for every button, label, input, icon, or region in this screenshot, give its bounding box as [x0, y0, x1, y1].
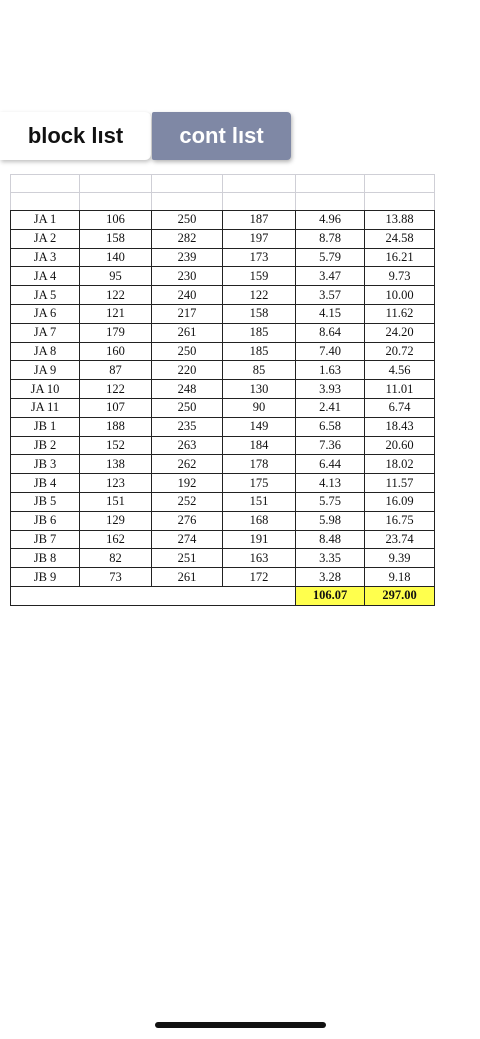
- table-cell[interactable]: 16.75: [365, 511, 435, 530]
- table-cell[interactable]: JA 11: [11, 398, 80, 417]
- table-cell[interactable]: 240: [152, 286, 223, 305]
- table-cell[interactable]: 7.40: [296, 342, 365, 361]
- table-cell[interactable]: JB 2: [11, 436, 80, 455]
- table-cell[interactable]: JA 8: [11, 342, 80, 361]
- table-cell[interactable]: 162: [80, 530, 152, 549]
- table-row: [11, 398, 435, 417]
- table-cell[interactable]: 172: [223, 568, 296, 587]
- table-row: [11, 361, 435, 380]
- table-cell[interactable]: 3.28: [296, 568, 365, 587]
- table-cell[interactable]: 122: [80, 286, 152, 305]
- header-row-blank: [11, 193, 435, 211]
- table-cell[interactable]: 159: [223, 267, 296, 286]
- table-cell[interactable]: 9.73: [365, 267, 435, 286]
- table-cell[interactable]: JA 10: [11, 380, 80, 399]
- tab-bar: [0, 112, 480, 162]
- table-row: [11, 492, 435, 511]
- table-cell[interactable]: 24.58: [365, 229, 435, 248]
- tab-cont-list[interactable]: cont lıst: [152, 112, 291, 160]
- table-cell[interactable]: 122: [223, 286, 296, 305]
- table-cell[interactable]: JB 6: [11, 511, 80, 530]
- table-cell[interactable]: 7.36: [296, 436, 365, 455]
- table-cell[interactable]: 4.13: [296, 474, 365, 493]
- table-cell[interactable]: 11.57: [365, 474, 435, 493]
- table-cell[interactable]: 192: [152, 474, 223, 493]
- table-cell[interactable]: 152: [80, 436, 152, 455]
- table-cell[interactable]: 11.62: [365, 304, 435, 323]
- table-cell: [223, 175, 296, 193]
- table-cell[interactable]: 16.21: [365, 248, 435, 267]
- table-row: [11, 267, 435, 286]
- table-cell[interactable]: 87: [80, 361, 152, 380]
- table-cell[interactable]: 3.57: [296, 286, 365, 305]
- table-cell[interactable]: 6.58: [296, 417, 365, 436]
- table-cell[interactable]: JB 8: [11, 549, 80, 568]
- table-cell[interactable]: 149: [223, 417, 296, 436]
- table-cell[interactable]: 3.47: [296, 267, 365, 286]
- table-cell: [80, 193, 152, 211]
- table-cell[interactable]: 10.00: [365, 286, 435, 305]
- table-cell[interactable]: 11.01: [365, 380, 435, 399]
- table-row: [11, 511, 435, 530]
- table-row: [11, 211, 435, 230]
- table-row: [11, 455, 435, 474]
- table-cell[interactable]: 163: [223, 549, 296, 568]
- home-indicator[interactable]: [155, 1022, 326, 1028]
- table-cell[interactable]: 106: [80, 211, 152, 230]
- table-cell[interactable]: 274: [152, 530, 223, 549]
- table-cell[interactable]: 262: [152, 455, 223, 474]
- table-cell[interactable]: 20.72: [365, 342, 435, 361]
- table-cell[interactable]: 158: [223, 304, 296, 323]
- table-cell[interactable]: 9.18: [365, 568, 435, 587]
- table-cell[interactable]: 187: [223, 211, 296, 230]
- totals-row: [11, 586, 435, 605]
- table-cell[interactable]: 158: [80, 229, 152, 248]
- table-cell[interactable]: JB 7: [11, 530, 80, 549]
- table-cell[interactable]: JB 3: [11, 455, 80, 474]
- table-cell[interactable]: 173: [223, 248, 296, 267]
- table-cell[interactable]: 151: [223, 492, 296, 511]
- table-cell[interactable]: 191: [223, 530, 296, 549]
- table-cell[interactable]: 251: [152, 549, 223, 568]
- table-row: [11, 342, 435, 361]
- table-cell[interactable]: 20.60: [365, 436, 435, 455]
- table-cell: [296, 193, 365, 211]
- table-row: [11, 304, 435, 323]
- table-row: [11, 229, 435, 248]
- table-cell[interactable]: 185: [223, 323, 296, 342]
- table-cell[interactable]: 4.15: [296, 304, 365, 323]
- table-cell[interactable]: JA 9: [11, 361, 80, 380]
- table-cell[interactable]: 197: [223, 229, 296, 248]
- table-cell[interactable]: 24.20: [365, 323, 435, 342]
- table-cell[interactable]: 5.75: [296, 492, 365, 511]
- table-cell: [365, 175, 435, 193]
- table-cell[interactable]: 138: [80, 455, 152, 474]
- table-row: [11, 286, 435, 305]
- table-cell[interactable]: 178: [223, 455, 296, 474]
- table-cell[interactable]: JA 4: [11, 267, 80, 286]
- table-cell[interactable]: 18.02: [365, 455, 435, 474]
- table-cell[interactable]: 217: [152, 304, 223, 323]
- table-cell[interactable]: 9.39: [365, 549, 435, 568]
- table-cell[interactable]: 276: [152, 511, 223, 530]
- table-cell[interactable]: 5.79: [296, 248, 365, 267]
- table-cell[interactable]: 3.93: [296, 380, 365, 399]
- table-cell[interactable]: JA 3: [11, 248, 80, 267]
- table-cell[interactable]: 235: [152, 417, 223, 436]
- table-cell: [80, 175, 152, 193]
- table-cell[interactable]: 1.63: [296, 361, 365, 380]
- table-cell[interactable]: 82: [80, 549, 152, 568]
- table-cell[interactable]: JA 6: [11, 304, 80, 323]
- table-cell[interactable]: JA 1: [11, 211, 80, 230]
- table-cell[interactable]: 185: [223, 342, 296, 361]
- table-cell[interactable]: 239: [152, 248, 223, 267]
- table-row: [11, 530, 435, 549]
- table-cell[interactable]: 121: [80, 304, 152, 323]
- table-cell[interactable]: 188: [80, 417, 152, 436]
- table-cell[interactable]: 184: [223, 436, 296, 455]
- table-cell[interactable]: 85: [223, 361, 296, 380]
- table-cell[interactable]: 250: [152, 398, 223, 417]
- table-cell: [223, 193, 296, 211]
- table-cell[interactable]: 282: [152, 229, 223, 248]
- table-cell[interactable]: 95: [80, 267, 152, 286]
- table-cell[interactable]: JA 2: [11, 229, 80, 248]
- table-cell: [365, 193, 435, 211]
- table-cell[interactable]: 6.74: [365, 398, 435, 417]
- table-cell[interactable]: 160: [80, 342, 152, 361]
- table-cell[interactable]: 8.64: [296, 323, 365, 342]
- table-cell[interactable]: 122: [80, 380, 152, 399]
- table-cell[interactable]: 129: [80, 511, 152, 530]
- table-cell[interactable]: 107: [80, 398, 152, 417]
- table-cell: [152, 175, 223, 193]
- table-cell[interactable]: 123: [80, 474, 152, 493]
- table-cell[interactable]: 90: [223, 398, 296, 417]
- table-cell[interactable]: 263: [152, 436, 223, 455]
- table-cell[interactable]: 220: [152, 361, 223, 380]
- table-cell[interactable]: JB 5: [11, 492, 80, 511]
- table-cell[interactable]: 230: [152, 267, 223, 286]
- table-cell[interactable]: 5.98: [296, 511, 365, 530]
- table-cell[interactable]: 151: [80, 492, 152, 511]
- table-cell: [152, 193, 223, 211]
- spreadsheet: [10, 174, 434, 606]
- table-cell[interactable]: 252: [152, 492, 223, 511]
- table-cell[interactable]: 2.41: [296, 398, 365, 417]
- data-table: [10, 174, 435, 606]
- table-cell: [11, 193, 80, 211]
- table-cell[interactable]: 168: [223, 511, 296, 530]
- table-cell: [11, 175, 80, 193]
- table-row: [11, 380, 435, 399]
- table-cell[interactable]: 179: [80, 323, 152, 342]
- total-cell-col6[interactable]: 297.00: [365, 586, 435, 605]
- table-cell[interactable]: 250: [152, 342, 223, 361]
- table-cell[interactable]: 3.35: [296, 549, 365, 568]
- total-cell-col5[interactable]: 106.07: [296, 586, 365, 605]
- table-row: [11, 436, 435, 455]
- tab-block-list[interactable]: block lıst: [0, 112, 151, 160]
- table-cell[interactable]: 248: [152, 380, 223, 399]
- table-cell[interactable]: 130: [223, 380, 296, 399]
- totals-label-cell: [11, 586, 296, 605]
- table-cell[interactable]: 175: [223, 474, 296, 493]
- table-cell[interactable]: 8.48: [296, 530, 365, 549]
- table-cell[interactable]: 16.09: [365, 492, 435, 511]
- table-cell[interactable]: 8.78: [296, 229, 365, 248]
- table-cell[interactable]: JA 5: [11, 286, 80, 305]
- table-row: [11, 474, 435, 493]
- table-cell[interactable]: 18.43: [365, 417, 435, 436]
- table-cell[interactable]: 261: [152, 568, 223, 587]
- table-cell[interactable]: 261: [152, 323, 223, 342]
- table-cell[interactable]: JB 4: [11, 474, 80, 493]
- table-row: [11, 568, 435, 587]
- table-cell[interactable]: 13.88: [365, 211, 435, 230]
- table-row: [11, 323, 435, 342]
- table-cell[interactable]: 250: [152, 211, 223, 230]
- table-row: [11, 417, 435, 436]
- table-cell[interactable]: JB 1: [11, 417, 80, 436]
- table-cell[interactable]: JB 9: [11, 568, 80, 587]
- table-cell[interactable]: 73: [80, 568, 152, 587]
- table-cell[interactable]: 4.96: [296, 211, 365, 230]
- table-cell[interactable]: 140: [80, 248, 152, 267]
- table-cell[interactable]: 4.56: [365, 361, 435, 380]
- table-cell[interactable]: 6.44: [296, 455, 365, 474]
- table-cell[interactable]: JA 7: [11, 323, 80, 342]
- table-row: [11, 248, 435, 267]
- table-row: [11, 549, 435, 568]
- table-cell[interactable]: 23.74: [365, 530, 435, 549]
- table-cell: [296, 175, 365, 193]
- header-row-blank: [11, 175, 435, 193]
